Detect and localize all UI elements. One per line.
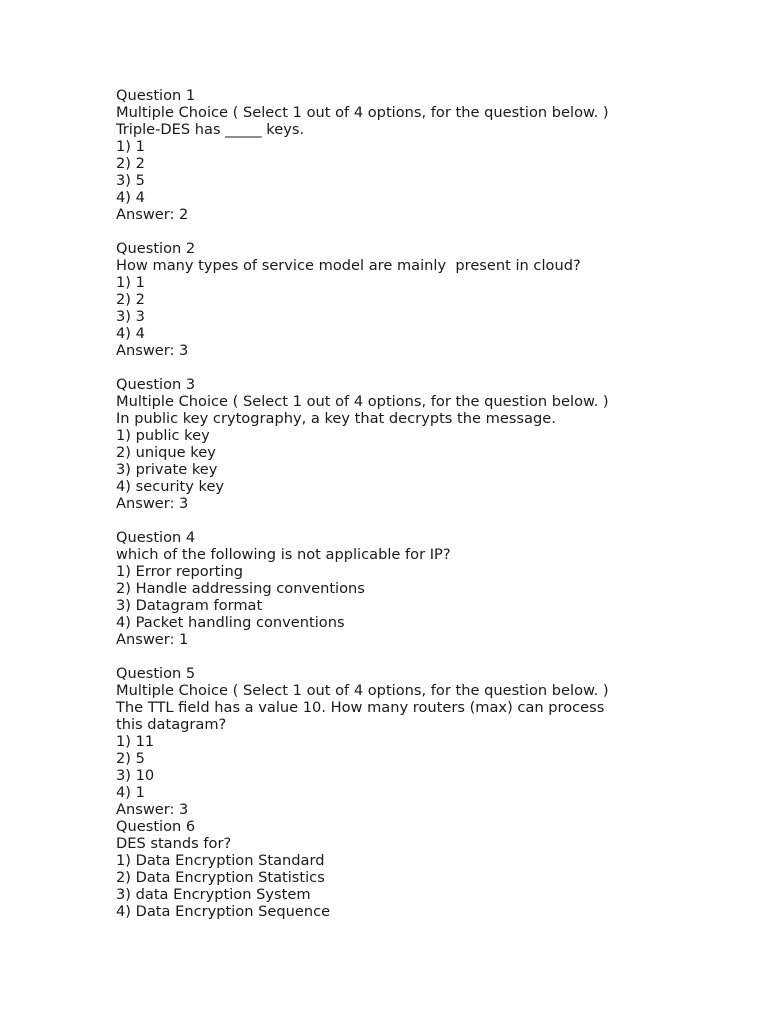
question-block-3: [116, 376, 676, 512]
question-prompt-continued: this datagram?: [116, 716, 227, 733]
question-prompt: How many types of service model are mainly present in cloud?: [116, 257, 581, 274]
answer: Answer: 3: [116, 801, 189, 818]
question-prompt: DES stands for?: [116, 835, 232, 852]
option-2: 2) 5: [116, 750, 145, 767]
option-3: 3) 5: [116, 172, 145, 189]
question-prompt: Triple-DES has _____ keys.: [116, 121, 305, 138]
question-type: Multiple Choice ( Select 1 out of 4 options, for the question below. ): [116, 682, 609, 699]
answer: Answer: 2: [116, 206, 189, 223]
question-title: Question 4: [116, 529, 196, 546]
option-3: 3) 3: [116, 308, 145, 325]
question-block-4: [116, 529, 676, 648]
option-1: 1) 1: [116, 274, 145, 291]
question-title: Question 2: [116, 240, 196, 257]
option-4: 4) Data Encryption Sequence: [116, 903, 331, 920]
option-3: 3) data Encryption System: [116, 886, 311, 903]
option-4: 4) 1: [116, 784, 145, 801]
option-2: 2) 2: [116, 155, 145, 172]
question-title: Question 5: [116, 665, 196, 682]
option-4: 4) 4: [116, 189, 145, 206]
answer: Answer: 3: [116, 495, 189, 512]
document-page: [116, 87, 676, 920]
option-3: 3) 10: [116, 767, 155, 784]
question-block-6: [116, 818, 676, 920]
answer: Answer: 1: [116, 631, 189, 648]
option-3: 3) Datagram format: [116, 597, 263, 614]
option-4: 4) security key: [116, 478, 225, 495]
question-title: Question 3: [116, 376, 196, 393]
question-type: Multiple Choice ( Select 1 out of 4 options, for the question below. ): [116, 393, 609, 410]
question-prompt: In public key crytography, a key that decrypts the message.: [116, 410, 556, 427]
question-block-1: [116, 87, 676, 223]
option-4: 4) 4: [116, 325, 145, 342]
option-2: 2) Data Encryption Statistics: [116, 869, 325, 886]
option-2: 2) Handle addressing conventions: [116, 580, 365, 597]
option-4: 4) Packet handling conventions: [116, 614, 345, 631]
option-2: 2) 2: [116, 291, 145, 308]
question-type: Multiple Choice ( Select 1 out of 4 options, for the question below. ): [116, 104, 609, 121]
answer: Answer: 3: [116, 342, 189, 359]
question-prompt: which of the following is not applicable for IP?: [116, 546, 451, 563]
option-1: 1) Error reporting: [116, 563, 243, 580]
question-prompt: The TTL field has a value 10. How many routers (max) can process: [116, 699, 605, 716]
option-3: 3) private key: [116, 461, 218, 478]
option-1: 1) 11: [116, 733, 155, 750]
option-1: 1) public key: [116, 427, 210, 444]
option-1: 1) 1: [116, 138, 145, 155]
question-block-5: [116, 665, 676, 818]
question-title: Question 1: [116, 87, 196, 104]
question-title: Question 6: [116, 818, 196, 835]
option-1: 1) Data Encryption Standard: [116, 852, 325, 869]
question-block-2: [116, 240, 676, 359]
option-2: 2) unique key: [116, 444, 216, 461]
